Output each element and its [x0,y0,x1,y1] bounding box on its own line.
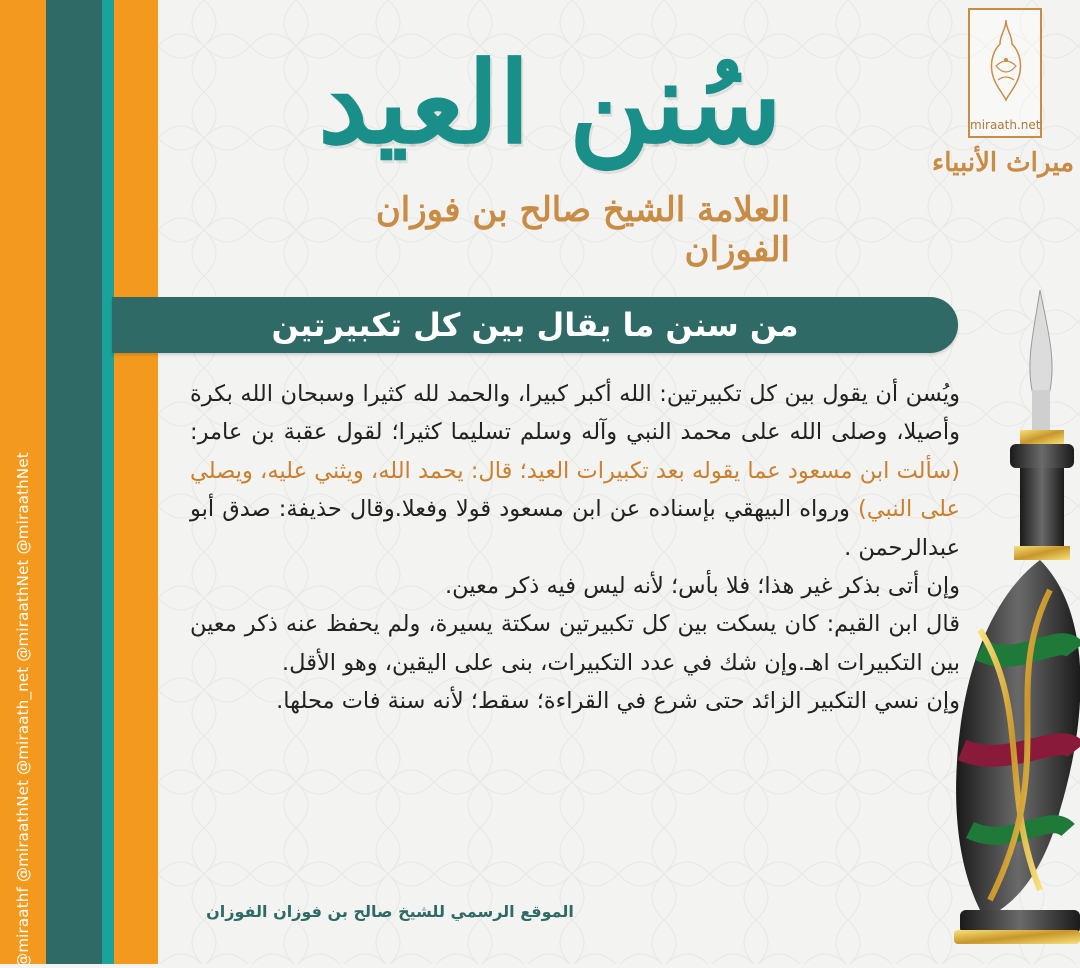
hadith-quote: (سألت ابن مسعود عما يقوله بعد تكبيرات العيد؛ قال: يحمد الله، ويثني عليه، ويصلي على النبي) [190,457,960,523]
scholar-name [330,190,790,270]
paragraph-3: قال ابن القيم: كان يسكت بين كل تكبيرتين سكتة يسيرة، ولم يحفظ عنه ذكر معين بين التكبيرات اهـ.وإن شك في عدد التكبيرات، بنى على اليقين، وهو الأقل. [190,611,960,676]
left-stripe-orange-inner [114,0,158,964]
calligraphy-logo-icon [976,16,1036,111]
logo-url: miraath.net [970,118,1041,132]
footer-credit: الموقع الرسمي للشيخ صالح بن فوزان الفوزان [206,902,574,921]
social-handles-text: @miraathf @miraathNet @miraath_net @miraathNet @miraathNet [14,452,32,968]
article-body [190,375,960,721]
section-heading: من سنن ما يقال بين كل تكبيرتين [271,306,799,344]
perfume-bottle-icon [940,290,1080,960]
brand-name: ميراث الأنبياء [932,148,1074,178]
main-title [300,18,800,188]
paragraph-1-end: ورواه البيهقي بإسناده عن ابن مسعود قولا وفعلا.وقال حذيفة: صدق أبو عبدالرحمن . [190,496,960,561]
scholar-name-text: العلامة الشيخ صالح بن فوزان الفوزان [375,190,790,270]
paragraph-1-start: ويُسن أن يقول بين كل تكبيرتين: الله أكبر كبيرا، والحمد لله كثيرا وسبحان الله بكرة وأصيلا، وصلى الله على محمد النبي وآله وسلم تسليما كثيرا؛ لقول عقبة بن عامر: [190,381,960,446]
paragraph-4: وإن نسي التكبير الزائد حتى شرع في القراءة؛ سقط؛ لأنه سنة فات محلها. [276,688,960,715]
paragraph-1 [190,375,960,567]
social-handles [4,452,42,968]
main-title-text: سُنن العيد [318,37,782,169]
left-stripe-teal-dark [46,0,102,964]
section-heading-banner [112,297,958,353]
paragraph-2: وإن أتى بذكر غير هذا؛ فلا بأس؛ لأنه ليس فيه ذكر معين. [445,573,960,600]
site-logo[interactable] [968,8,1042,138]
left-stripe-teal-light [102,0,114,964]
